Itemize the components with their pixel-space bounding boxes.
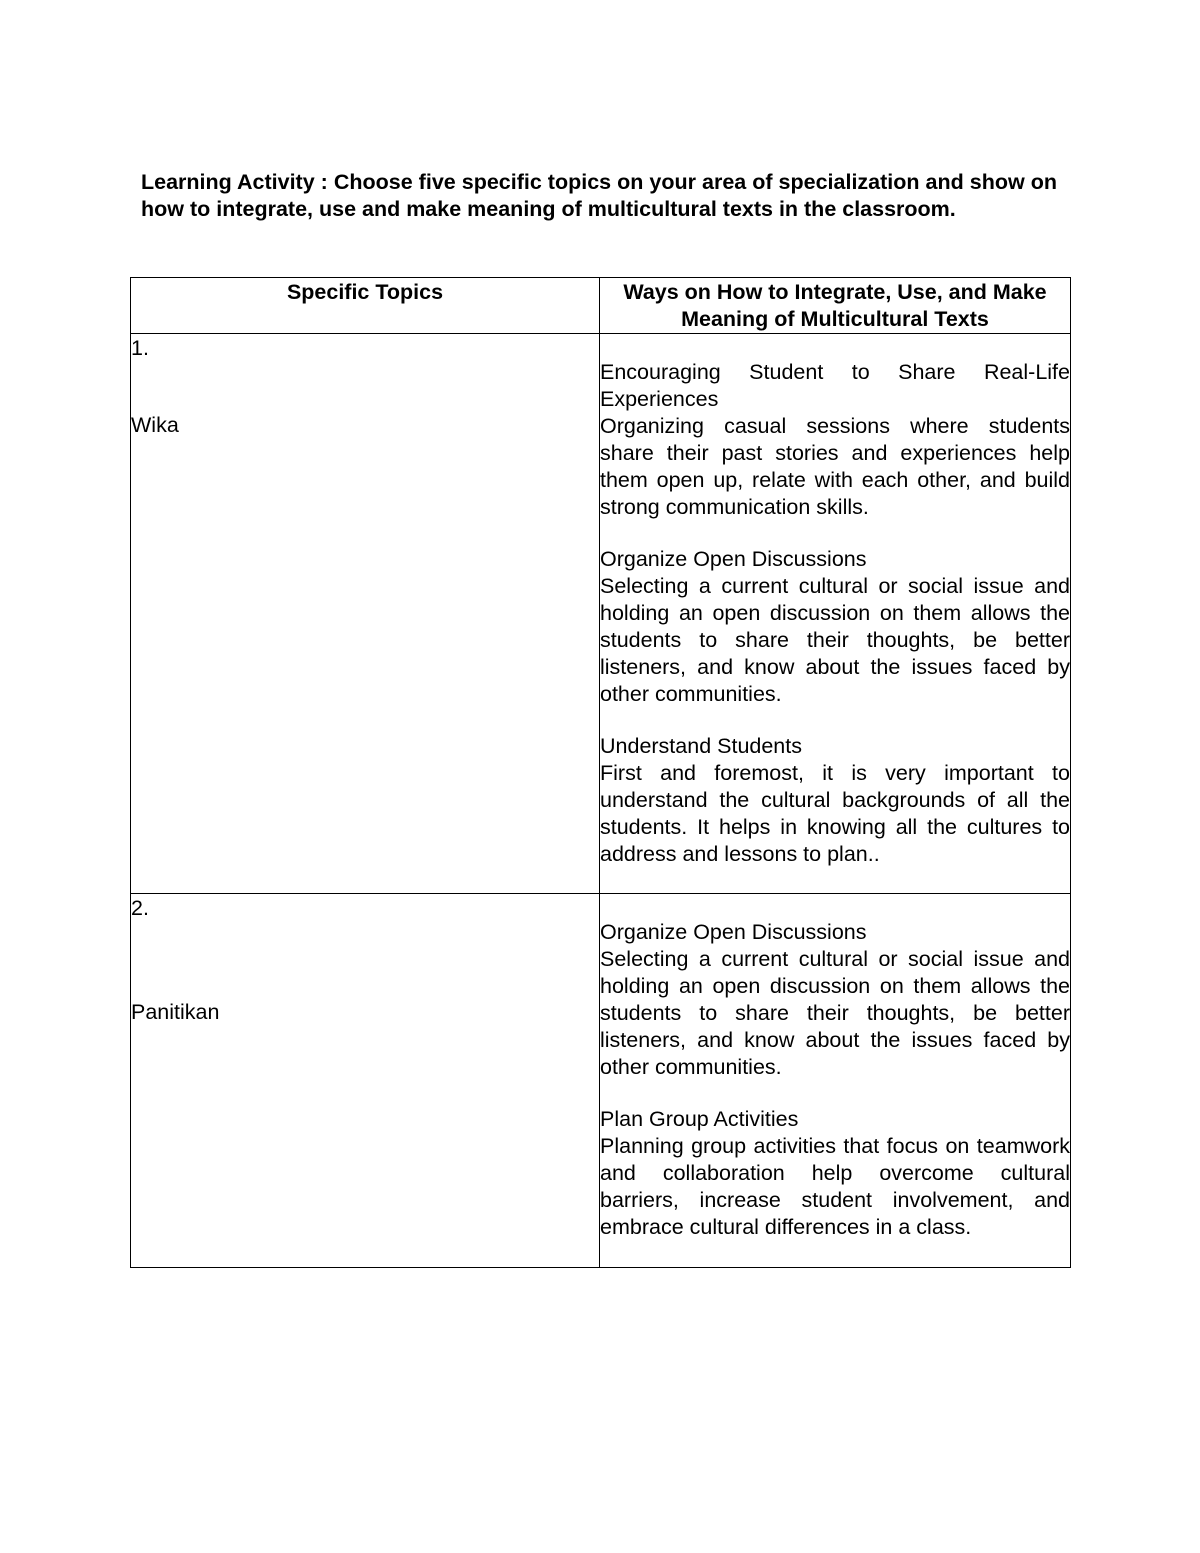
learning-activity-instruction: Learning Activity : Choose five specific topics on your area of specialization and show on how to integrate, use and make meaning of multicultural texts in the classroom. — [141, 170, 1057, 221]
table-row — [131, 334, 1071, 894]
way-title: Organize Open Discussions — [600, 547, 867, 571]
header-specific-topics: Specific Topics — [286, 280, 444, 304]
way-description: Selecting a current cultural or social issue and holding an open discussion on them allows the students to share their thoughts, be better listeners, and know about the issues faced by other communities. — [600, 947, 1070, 1079]
ways-cell — [600, 894, 1071, 1268]
way-item — [600, 546, 1070, 708]
header-cell-topics — [131, 278, 600, 334]
topic-cell — [131, 894, 600, 1268]
way-item — [600, 733, 1070, 868]
header-ways: Ways on How to Integrate, Use, and Make Meaning of Multicultural Texts — [623, 280, 1047, 331]
table-header-row — [131, 278, 1071, 334]
header-cell-ways — [600, 278, 1071, 334]
way-item — [600, 919, 1070, 1081]
way-title: Plan Group Activities — [600, 1107, 799, 1131]
way-description: First and foremost, it is very important to understand the cultural backgrounds of all the students. It helps in knowing all the cultures to address and lessons to plan.. — [600, 761, 1070, 866]
topic-cell — [131, 334, 600, 894]
way-title: Understand Students — [600, 734, 802, 758]
ways-cell — [600, 334, 1071, 894]
way-description: Selecting a current cultural or social issue and holding an open discussion on them allows the students to share their thoughts, be better listeners, and know about the issues faced by other communities. — [600, 574, 1070, 706]
topic-name: Wika — [131, 413, 179, 437]
way-description: Organizing casual sessions where students share their past stories and experiences help them open up, relate with each other, and build strong communication skills. — [600, 414, 1070, 519]
topic-number: 2. — [131, 896, 149, 920]
way-title: Organize Open Discussions — [600, 920, 867, 944]
table-row — [131, 894, 1071, 1268]
topic-name: Panitikan — [131, 1000, 220, 1024]
way-item — [600, 359, 1070, 521]
way-title: Encouraging Student to Share Real-Life Experiences — [600, 360, 1070, 411]
topics-table — [130, 277, 1071, 1268]
way-description: Planning group activities that focus on teamwork and collaboration help overcome cultural barriers, increase student involvement, and embrace cultural differences in a class. — [600, 1134, 1070, 1239]
topic-number: 1. — [131, 336, 149, 360]
way-item — [600, 1106, 1070, 1241]
